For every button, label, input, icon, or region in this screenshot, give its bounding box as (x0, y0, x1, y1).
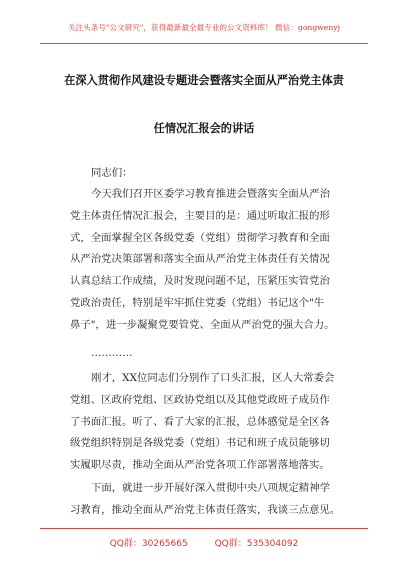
paragraph-line: 党主体责任情况汇报会，主要目的是：通过听取汇报的形 (70, 209, 330, 222)
paragraph-line: 今天我们召开区委学习教育推进会暨落实全面从严治 (91, 188, 330, 200)
footer-qq-group-1: QQ群：30265665 (109, 539, 188, 549)
salutation-text: 同志们： (91, 167, 133, 179)
document-title-line-2: 任情况汇报会的讲话 (153, 121, 255, 135)
footer-divider (40, 528, 368, 529)
document-title-line-1: 在深入贯彻作风建设专题进会暨落实全面从严治党主体责 (64, 73, 344, 87)
paragraph-line: 鼻子"，进一步凝聚党要管党、全面从严治党的强大合力。 (70, 318, 335, 331)
salutation (70, 163, 342, 185)
ellipsis-text: ………… (91, 347, 133, 359)
paragraph-1 (70, 184, 342, 337)
paragraph-line: 从严治党决策部署和落实全面从严治党主体责任有关情况 (70, 253, 330, 266)
paragraph-line: 认真总结工作成绩，及时发现问题不足，压紧压实管党治 (70, 275, 330, 288)
paragraph-line: 级党组织特别是各级党委（党组）书记和班子成员能够切 (70, 437, 330, 450)
header-divider (40, 43, 368, 44)
paragraph-line: 刚才，XX位同志们分别作了口头汇报，区人大常委会 (91, 372, 335, 384)
paragraph-2 (70, 368, 342, 477)
paragraph-line: 党政治责任，特别是牢牢抓住党委（党组）书记这个"牛 (70, 296, 325, 309)
footer-qq-group-2: QQ群：535304092 (214, 539, 299, 549)
paragraph-line: 了书面汇报。听了、看了大家的汇报，总体感觉是全区各 (70, 415, 330, 428)
paragraph-3 (70, 478, 342, 522)
paragraph-line: 习教育，推动全面从严治党主体责任落实，我谈三点意见。 (70, 503, 341, 516)
paragraph-line: 下面，就进一步开展好深入贯彻中央八项规定精神学 (91, 482, 330, 494)
ellipsis-separator (70, 343, 342, 365)
header-notice: 关注头条号"公文研究"，获得最新最全最专业的公文资料库！ 微信：gongwenyj (67, 23, 341, 32)
paragraph-line: 式，全面掌握全区各级党委（党组）贯彻学习教育和全面 (70, 231, 330, 244)
footer-contacts (0, 536, 408, 549)
paragraph-line: 实履职尽责，推动全面从严治党各项工作部署落地落实。 (70, 459, 330, 472)
paragraph-line: 党组、区政府党组、区政协党组以及其他党政班子成员作 (70, 393, 330, 406)
